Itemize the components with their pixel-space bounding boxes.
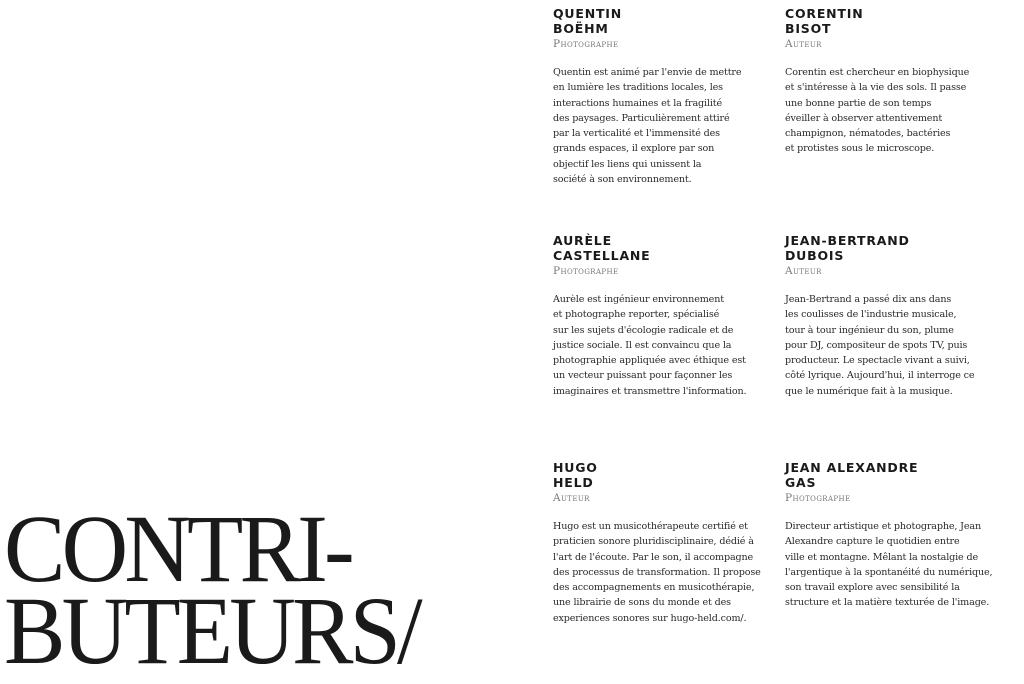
contributor-card-corentin-bisot (785, 6, 1003, 157)
contributor-role: Photographe (553, 265, 619, 277)
contributor-role: Photographe (553, 38, 619, 50)
contributor-card-jean-alexandre-gas (785, 460, 1003, 611)
contributor-bio: Corentin est chercheur en biophysique et s'intéresse à la vie des sols. Il passe une bonne partie de son temps éveiller à observer attentivement champignon, nématodes, bactéries et protistes sous le microscope. (785, 67, 970, 155)
page-title-line-2: BUTEURS/ (4, 577, 419, 684)
contributor-role: Photographe (785, 492, 851, 504)
contributor-bio: Aurèle est ingénieur environnement et photographe reporter, spécialisé sur les sujets d'écologie radicale et de justice sociale. Il est convaincu que la photographie appliquée avec éthique est un vecteur puissant pour façonner les imaginaires et transmettre l'information. (553, 294, 747, 397)
contributor-first-name: CORENTIN (785, 6, 864, 21)
contributor-name (553, 6, 771, 36)
page-title-line-1: CONTRI- (4, 495, 351, 602)
page-title (4, 495, 419, 684)
contributor-card-quentin-boehm (553, 6, 771, 187)
contributor-card-aurele-castellane (553, 233, 771, 399)
contributor-last-name: BISOT (785, 21, 832, 36)
contributor-bio: Quentin est animé par l'envie de mettre en lumière les traditions locales, les interactions humaines et la fragilité des paysages. Particulièrement attiré par la verticalité et l'immensité des grands espaces, il explore par son objectif les liens qui unissent la société à son environnement. (553, 67, 742, 186)
contributor-last-name: CASTELLANE (553, 248, 651, 263)
contributor-first-name: QUENTIN (553, 6, 623, 21)
contributor-name (785, 6, 1003, 36)
contributor-bio: Hugo est un musicothérapeute certifié et praticien sonore pluridisciplinaire, dédié à l'art de l'écoute. Par le son, il accompagne des processus de transformation. Il propose des accompagnements en musicothérapie, une librairie de sons du monde et des experiences sonores sur hugo-held.com/. (553, 521, 761, 624)
contributor-name (785, 233, 1003, 263)
contributor-name (553, 233, 771, 263)
contributor-last-name: GAS (785, 475, 817, 490)
contributor-name (785, 460, 1003, 490)
contributor-card-hugo-held (553, 460, 771, 626)
contributor-bio: Directeur artistique et photographe, Jean Alexandre capture le quotidien entre ville et montagne. Mêlant la nostalgie de l'argentique à la spontanéité du numérique, son travail explore avec sensibilité la structure et la matière texturée de l'image. (785, 521, 993, 609)
contributor-first-name: JEAN-BERTRAND (785, 233, 910, 248)
contributor-card-jean-bertrand-dubois (785, 233, 1003, 399)
contributor-role: Auteur (785, 265, 822, 277)
contributor-first-name: HUGO (553, 460, 598, 475)
contributor-first-name: AURÈLE (553, 233, 612, 248)
contributor-bio: Jean-Bertrand a passé dix ans dans les coulisses de l'industrie musicale, tour à tour ingénieur du son, plume pour DJ, compositeur de spots TV, puis producteur. Le spectacle vivant a suivi, côté lyrique. Aujourd'hui, il interroge ce que le numérique fait à la musique. (785, 294, 975, 397)
contributor-first-name: JEAN ALEXANDRE (785, 460, 919, 475)
contributor-name (553, 460, 771, 490)
contributor-role: Auteur (785, 38, 822, 50)
contributor-last-name: BOËHM (553, 21, 609, 36)
contributor-last-name: DUBOIS (785, 248, 845, 263)
contributor-role: Auteur (553, 492, 590, 504)
contributor-last-name: HELD (553, 475, 594, 490)
